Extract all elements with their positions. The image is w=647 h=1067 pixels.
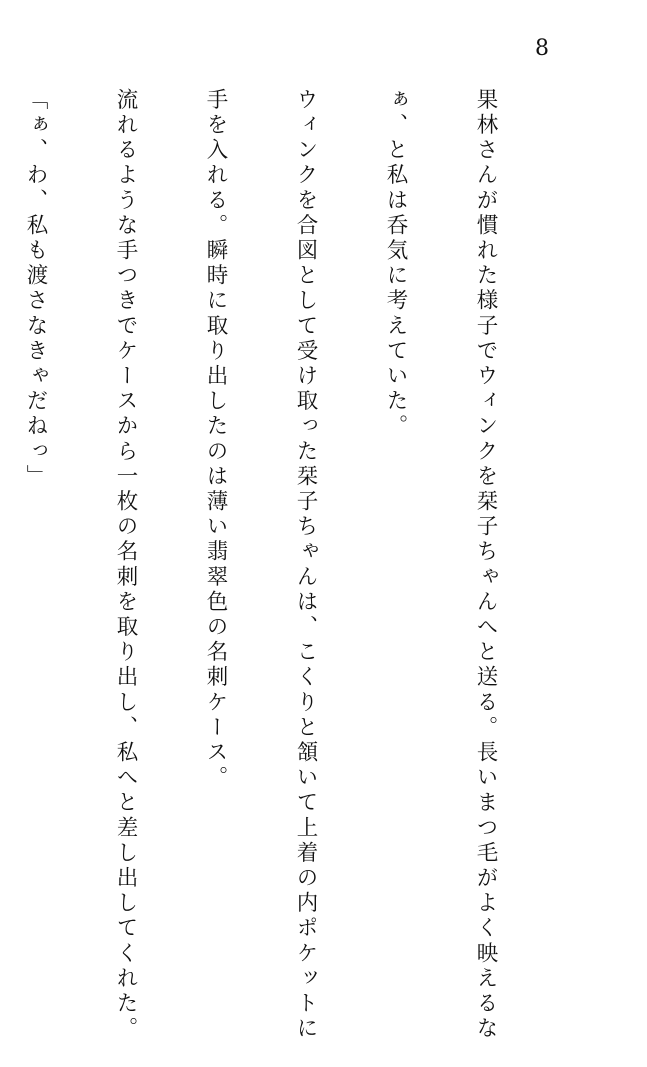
novel-text-body (0, 88, 560, 1042)
page-number: 8 (535, 36, 549, 61)
text-line: 手を入れる。瞬時に取り出したのは薄い翡翠色の名刺ケース。 (203, 88, 228, 791)
text-line: ぁ、と私は呑気に考えていた。 (383, 88, 408, 440)
text-line: ウィンクを合図として受け取った栞子ちゃんは、こくりと頷いて上着の内ポケットに (293, 88, 318, 1042)
text-line: 「ぁ、わ、私も渡さなきゃだねっ」 (23, 88, 48, 490)
text-line: 流れるような手つきでケースから一枚の名刺を取り出し、私へと差し出してくれた。 (113, 88, 138, 1042)
text-line: 果林さんが慣れた様子でウィンクを栞子ちゃんへと送る。長いまつ毛がよく映えるな (473, 88, 498, 1042)
